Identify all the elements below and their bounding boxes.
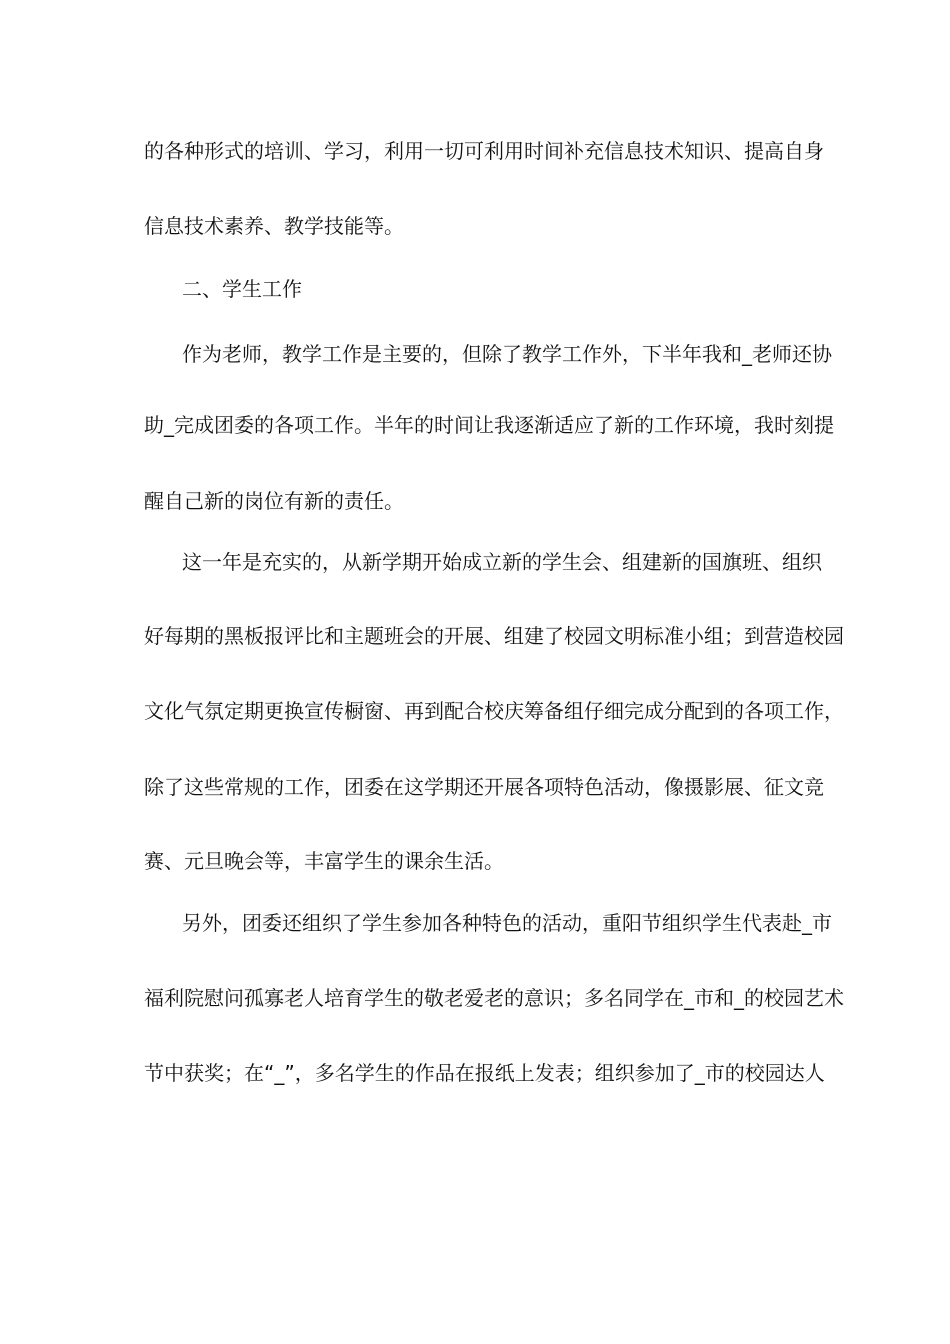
section-heading: 二、学生工作	[182, 277, 302, 301]
text-line: 好每期的黑板报评比和主题班会的开展、组建了校园文明标准小组；到营造校园	[144, 624, 844, 648]
text-line: 除了这些常规的工作，团委在这学期还开展各项特色活动，像摄影展、征文竞	[144, 775, 824, 799]
text-line: 文化气氛定期更换宣传橱窗、再到配合校庆筹备组仔细完成分配到的各项工作，	[144, 699, 844, 723]
text-line: 信息技术素养、教学技能等。	[144, 214, 404, 238]
text-line: 另外，团委还组织了学生参加各种特色的活动，重阳节组织学生代表赴_市	[182, 911, 832, 935]
text-line: 福利院慰问孤寡老人培育学生的敬老爱老的意识；多名同学在_市和_的校园艺术	[144, 986, 844, 1010]
text-line: 助_完成团委的各项工作。半年的时间让我逐渐适应了新的工作环境，我时刻提	[144, 413, 834, 437]
text-line: 赛、元旦晚会等，丰富学生的课余生活。	[144, 849, 504, 873]
text-line: 作为老师，教学工作是主要的，但除了教学工作外，下半年我和_老师还协	[182, 342, 832, 366]
text-line: 醒自己新的岗位有新的责任。	[144, 489, 404, 513]
text-line: 这一年是充实的，从新学期开始成立新的学生会、组建新的国旗班、组织	[182, 550, 822, 574]
text-line: 的各种形式的培训、学习，利用一切可利用时间补充信息技术知识、提高自身	[144, 139, 824, 163]
text-line: 节中获奖；在“_”，多名学生的作品在报纸上发表；组织参加了_市的校园达人	[144, 1061, 825, 1085]
